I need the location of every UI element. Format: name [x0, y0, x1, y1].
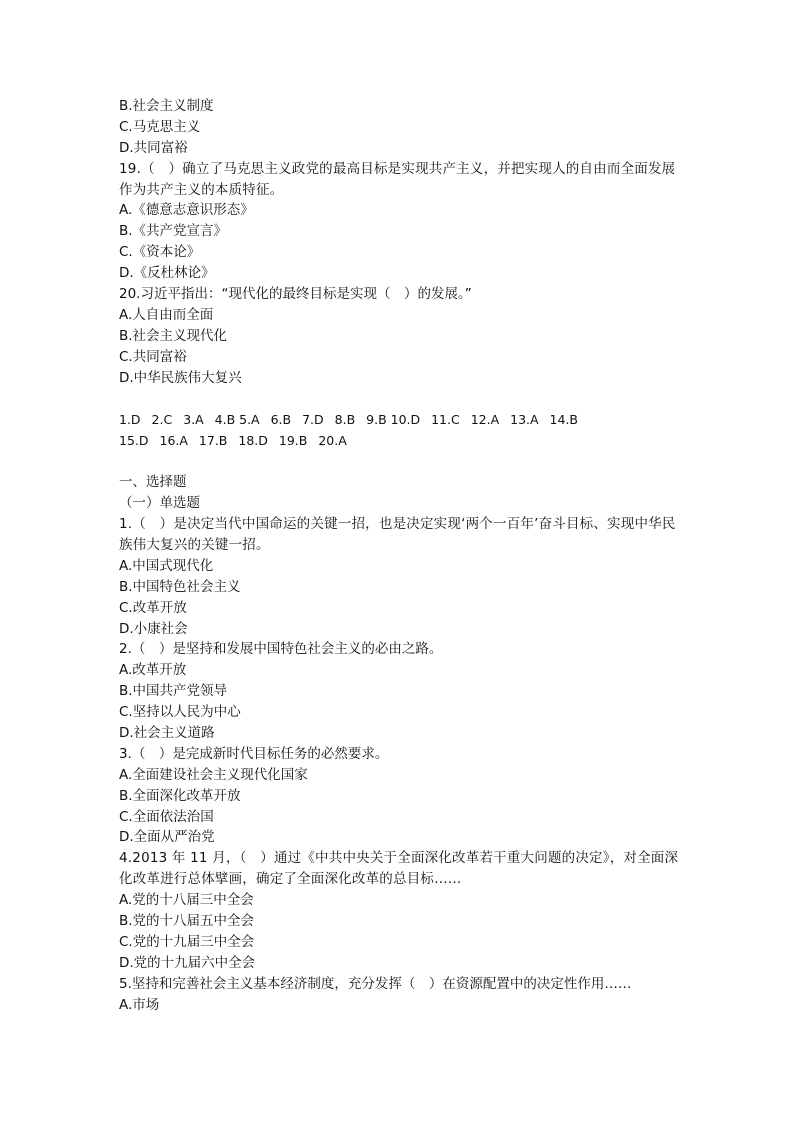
question-19-option-c: C.《资本论》 [119, 244, 201, 261]
answer-key-row-1 [119, 409, 689, 430]
question-5-option-a: A.市场 [119, 996, 160, 1013]
question-20-option-c: C.共同富裕 [119, 348, 187, 365]
question-20-option-d: D.中华民族伟大复兴 [119, 369, 242, 386]
question-19-option-a: A.《德意志意识形态》 [119, 202, 254, 219]
question-1-option-b: B.中国特色社会主义 [119, 578, 241, 595]
question-1-option-c: C.改革开放 [119, 599, 187, 616]
answer-item: 7.D [302, 412, 324, 428]
section-subheading: （一）单选题 [119, 495, 200, 512]
spacer [119, 451, 689, 472]
question-3-option-d: D.全面从严治党 [119, 829, 215, 846]
question-2-stem: 2.（ ）是坚持和发展中国特色社会主义的必由之路。 [119, 641, 443, 658]
question-3-stem: 3.（ ）是完成新时代目标任务的必然要求。 [119, 745, 389, 762]
answer-item: 16.A [159, 433, 188, 449]
answer-item: 14.B [549, 412, 579, 428]
answer-item: 12.A [470, 412, 500, 428]
answer-item: 13.A [510, 412, 539, 428]
document-page [119, 96, 689, 1016]
question-4-option-b: B.党的十八届五中全会 [119, 913, 255, 930]
option-b-prev: B.社会主义制度 [119, 98, 214, 114]
section-heading: 一、选择题 [119, 474, 187, 491]
question-1-stem: 1.（ ）是决定当代中国命运的关键一招，也是决定实现‘两个一百年’奋斗目标、实现中华民族伟大复兴的关键一招。 [119, 516, 676, 553]
question-1-option-a: A.中国式现代化 [119, 557, 214, 574]
answer-item: 19.B [278, 433, 308, 449]
question-4-option-a: A.党的十八届三中全会 [119, 892, 254, 909]
spacer [119, 389, 689, 410]
option-c-prev: C.马克思主义 [119, 118, 201, 135]
answer-item: 6.B [270, 412, 292, 428]
question-4-stem: 4.2013 年 11 月，（ ）通过《中共中央关于全面深化改革若干重大问题的决定》，对全面深化改革进行总体擘画，确定了全面深化改革的总目标…… [119, 850, 679, 888]
question-19-option-b: B.《共产党宣言》 [119, 223, 228, 240]
question-19-option-d: D.《反杜林论》 [119, 265, 215, 282]
question-20-stem: 20.习近平指出：“现代化的最终目标是实现（ ）的发展。” [119, 286, 472, 303]
question-4-option-c: C.党的十九届三中全会 [119, 933, 255, 950]
question-2-option-b: B.中国共产党领导 [119, 683, 228, 700]
answer-item: 3.A [183, 412, 204, 428]
answer-item: 20.A [318, 433, 347, 449]
answer-item: 15.D [119, 433, 149, 449]
answer-item: 18.D [238, 433, 268, 449]
option-d-prev: D.共同富裕 [119, 139, 188, 156]
question-20-option-a: A.人自由而全面 [119, 306, 214, 323]
answer-item: 9.B 10.D [366, 412, 421, 428]
question-3-option-a: A.全面建设社会主义现代化国家 [119, 766, 308, 783]
question-2-option-d: D.社会主义道路 [119, 725, 215, 741]
answer-item: 11.C [431, 412, 460, 428]
answer-item: 1.D [119, 412, 141, 428]
question-1-option-d: D.小康社会 [119, 620, 188, 637]
question-2-option-a: A.改革开放 [119, 662, 187, 679]
answer-item: 2.C [151, 412, 173, 428]
question-3-option-c: C.全面依法治国 [119, 808, 214, 825]
answer-item: 4.B 5.A [214, 412, 260, 428]
question-19-stem: 19.（ ）确立了马克思主义政党的最高目标是实现共产主义，并把实现人的自由而全面发展作为共产主义的本质特征。 [119, 160, 676, 198]
answer-key-row-2 [119, 430, 689, 451]
question-3-option-b: B.全面深化改革开放 [119, 787, 241, 804]
question-20-option-b: B.社会主义现代化 [119, 327, 228, 344]
answer-item: 8.B [334, 412, 356, 428]
question-4-option-d: D.党的十九届六中全会 [119, 954, 256, 971]
answer-item: 17.B [198, 433, 228, 449]
question-2-option-c: C.坚持以人民为中心 [119, 704, 241, 721]
question-5-stem: 5.坚持和完善社会主义基本经济制度，充分发挥（ ）在资源配置中的决定性作用…… [119, 975, 632, 992]
